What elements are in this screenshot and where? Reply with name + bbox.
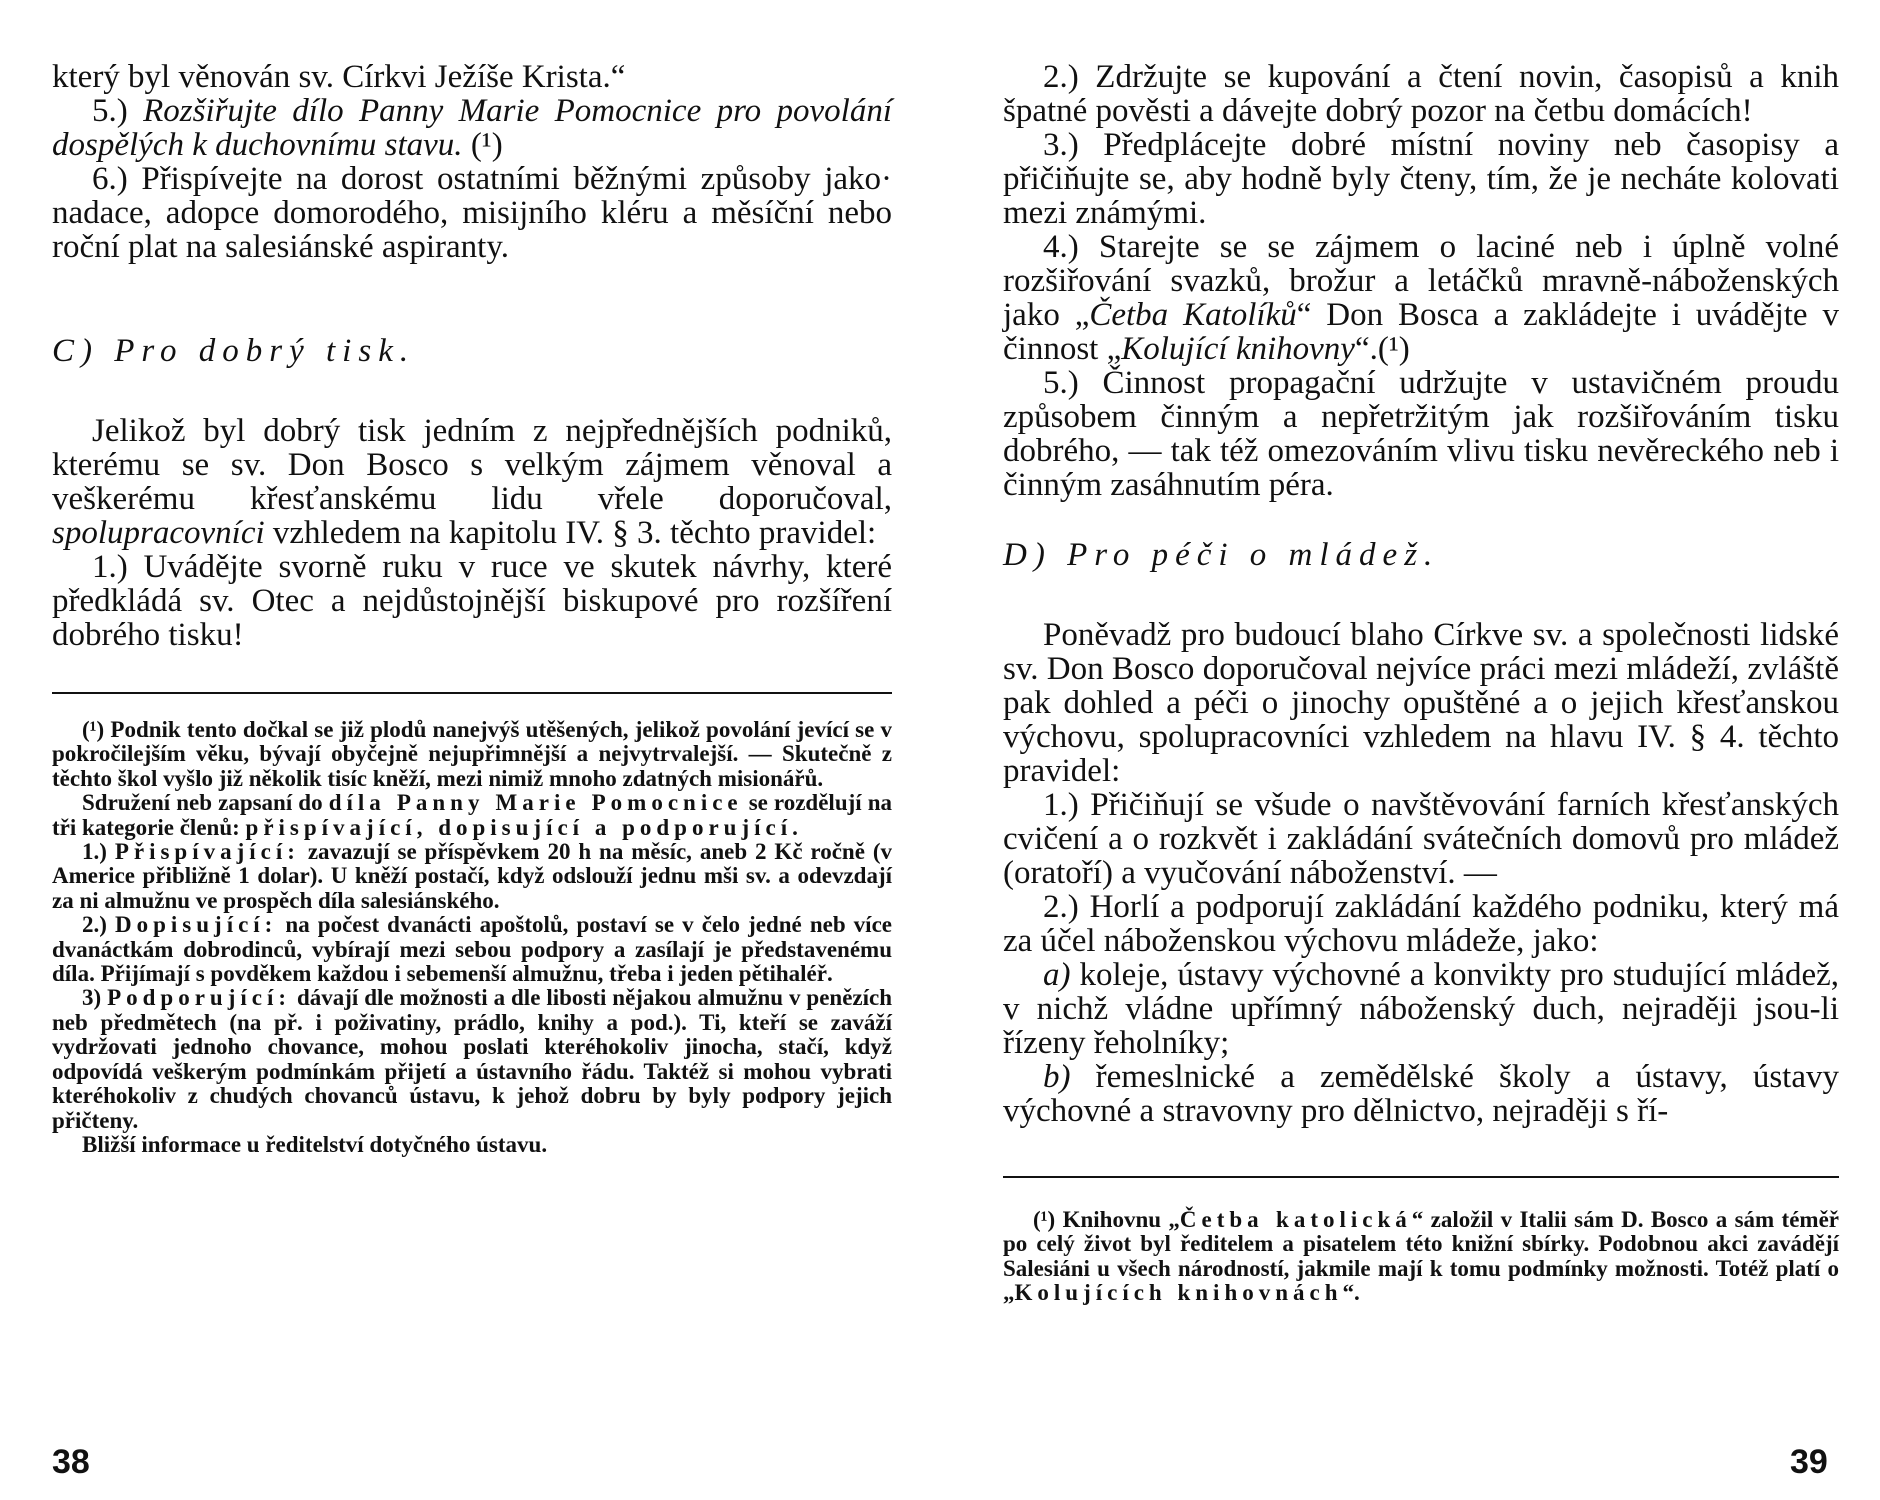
paragraph-item-6: 6.) Přispívejte na dorost ostatními běžnými způsoby jako· nadace, adopce domorodého, misijního kléru a měsíční nebo roční plat na salesiánské aspiranty. — [52, 161, 892, 265]
paragraph-item-5 — [52, 94, 892, 162]
right-page — [1003, 0, 1839, 1500]
footnote: (¹) Podnik tento dočkal se již plodů nanejvýš utěšených, jelikož povolání jevící se v pokročilejším věku, bývají obyčejně nejupřimnější a nejvytrvalejší. — Skutečně z těchto škol vyšlo již několik tisíc kněží, mezi nimiž mnoho zdatných misionářů. — [52, 717, 892, 791]
paragraph: který byl věnován sv. Církvi Ježíše Krista.“ — [52, 59, 626, 95]
right-footnotes — [1003, 1208, 1839, 1306]
footnote-paragraph: 2.) Dopisující: na počest dvanácti apoštolů, postaví se v čelo jedné neb více dvanáctkám dobrodinců, vybírají mezi sebou podpory a zasílají je představenému díla. Přijímají s povděkem každou i sebemenší almužnu, třeba i jeden pětihaléř. — [52, 912, 892, 987]
paragraph-item-5: 5.) Činnost propagační udržujte v ustavičném proudu způsobem činným a nepřetržitým jak rozšiřováním tisku dobrého, — tak též omezováním vlivu tisku nevěreckého neb i činným zasáhnutím péra. — [1003, 365, 1839, 503]
paragraph-item-4: 4.) Starejte se se zájmem o laciné neb i úplně volné rozšiřování svazků, brožur a letáčků mravně-náboženských jako „Četba Katolíků“ Don Bosca a zakládejte i uvádějte v činnost „Kolující knihovny“.(¹) — [1003, 229, 1839, 367]
footnote-paragraph: Bližší informace u ředitelství dotyčného ústavu. — [82, 1131, 548, 1157]
section-heading-d: D) Pro péči o mládež. — [1003, 537, 1440, 573]
paragraph-intro: Poněvadž pro budoucí blaho Církve sv. a společnosti lidské sv. Don Bosco doporučoval nejvíce práci mezi mládeží, zvláště pak dohled a péči o jinochy opuštěné a o jejich křesťanskou výchovu, spolupracovníci vzhledem na hlavu IV. § 4. těchto pravidel: — [1003, 617, 1839, 789]
paragraph-item-3: 3.) Předplácejte dobré místní noviny neb časopisy a přičiňujte se, aby hodně byly čteny, tím, že je necháte kolovati mezi známými. — [1003, 127, 1839, 231]
left-page — [52, 0, 892, 1500]
paragraph-intro: Jelikož byl dobrý tisk jedním z nejpřednějších podniků, kterému se sv. Don Bosco s velkým zájmem věnoval a veškerému křesťanskému lidu vřele doporučoval, spolupracovníci vzhledem na kapitolu IV. § 3. těchto pravidel: — [52, 413, 892, 551]
paragraph-item-2: 2.) Horlí a podporují zakládání každého podniku, který má za účel náboženskou výchovu mládeže, jako: — [1003, 889, 1839, 959]
paragraph-item-1: 1.) Přičiňují se všude o navštěvování farních křesťanských cvičení a o rozkvět i zakládání svátečních domovů pro mládež (oratoří) a vyučování náboženství. — — [1003, 787, 1839, 891]
footnote-paragraph: 1.) Přispívající: zavazují se příspěvkem 20 h na měsíc, aneb 2 Kč ročně (v Americe přibližně 1 dolar). U kněží postačí, když odslouží jednu mši sv. a odevzdají za ni almužnu ve prospěch díla salesiánského. — [52, 839, 893, 913]
page-number: 38 — [52, 1443, 90, 1481]
footnote-ref: (¹) — [470, 127, 503, 163]
left-body — [52, 60, 892, 652]
footnote-paragraph: 3) Podporující: dávají dle možnosti a dle libosti nějakou almužnu v penězích neb předmětech (na př. i poživatiny, prádlo, knihy a pod.). Ti, kteří se zaváží vydržovati jednoho chovance, mohou poslati kteréhokoliv jinocha, stačí, když odpovídá veškerým podmínkám přijetí a ústavního řádu. Taktéž si mohou vybrati kteréhokoliv z chudých chovanců ústavu, k jehož dobru by byly podpory jejich přičteny. — [52, 985, 893, 1133]
item-number: 5.) — [92, 93, 128, 129]
footnote: (¹) Knihovnu „Četba katolická“ založil v Italii sám D. Bosco a sám téměř po celý život byl ředitelem a pisatelem této knižní sbírky. Podobnou akci zavádějí Salesiáni u všech národností, jakmile mají k tomu podmínky možnosti. Totéž platí o „Kolujících knihovnách“. — [1003, 1207, 1839, 1306]
section-heading-c: C) Pro dobrý tisk. — [52, 333, 416, 369]
paragraph-item-a: a) koleje, ústavy výchovné a konvikty pro studující mládež, v nichž vládne upřímný náboženský duch, nejraději jsou-li řízeny řeholníky; — [1003, 957, 1839, 1061]
right-body — [1003, 60, 1839, 1128]
left-footnotes — [52, 718, 892, 1157]
paragraph-item-2: 2.) Zdržujte se kupování a čtení novin, časopisů a knih špatné pověsti a dávejte dobrý pozor na četbu domácích! — [1003, 59, 1839, 129]
paragraph-item-b: b) řemeslnické a zemědělské školy a ústavy, ústavy výchovné a stravovny pro dělnictvo, nejraději s ří- — [1003, 1059, 1839, 1129]
page-number: 39 — [1790, 1443, 1828, 1481]
footnote-paragraph: Sdružení neb zapsaní do díla Panny Marie Pomocnice se rozdělují na tři kategorie členů: přispívající, dopisující a podporující. — [52, 790, 893, 840]
paragraph-item-1: 1.) Uvádějte svorně ruku v ruce ve skutek návrhy, které předkládá sv. Otec a nejdůstojnější biskupové pro rozšíření dobrého tisku! — [52, 549, 892, 653]
item-text: Rozšiřujte dílo Panny Marie Pomocnice pro povolání dospělých k duchovnímu stavu. — [52, 93, 893, 163]
